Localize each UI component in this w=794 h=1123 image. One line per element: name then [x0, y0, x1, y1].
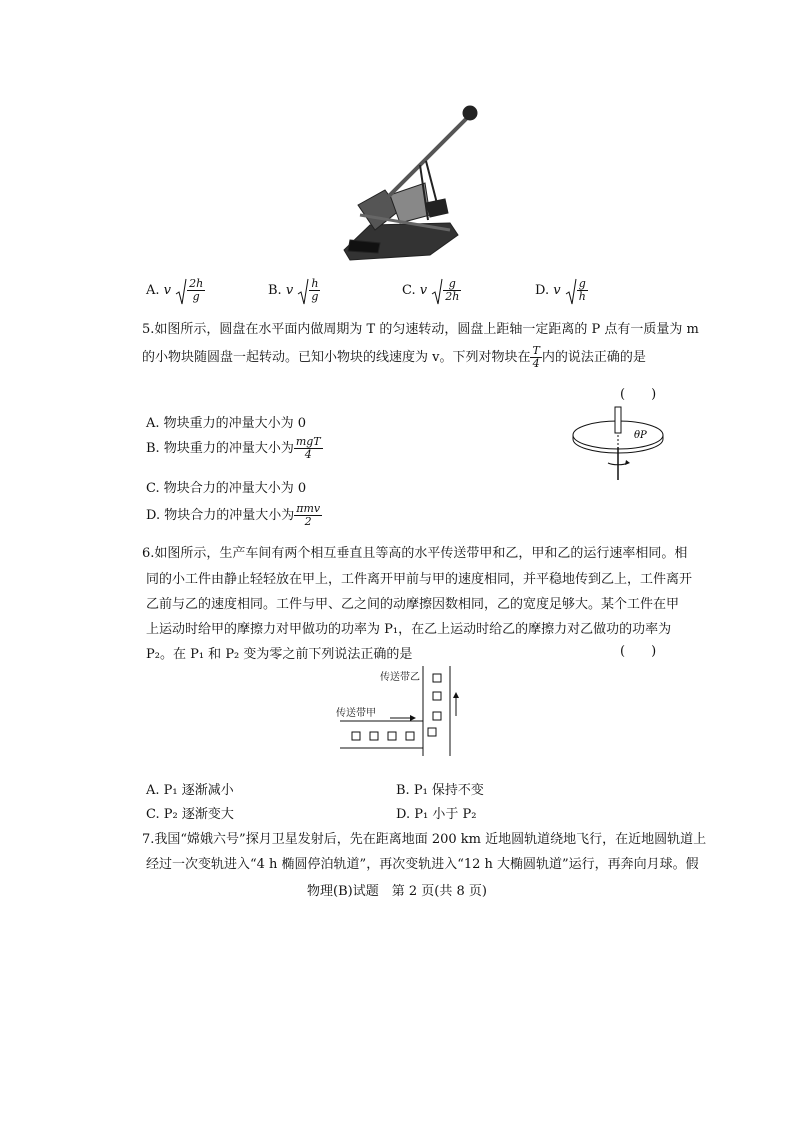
q4-option-d[interactable]: D. v $\frac{g}{h}$ — [535, 277, 586, 303]
conveyor-figure — [330, 666, 470, 762]
sqrt-symbol: $\frac{g}{2h}$ — [431, 278, 461, 303]
q6-answer-bracket[interactable]: ( ) — [620, 644, 657, 659]
q4-option-a[interactable]: A. v $\frac{2h}{g}$ — [146, 277, 204, 303]
q5-stem-line1: 5.如图所示，圆盘在水平面内做周期为 T 的匀速转动，圆盘上距轴一定距离的 P 点有一质量为 m — [142, 322, 699, 337]
q5-option-c[interactable]: C. 物块合力的冲量大小为 0 — [146, 481, 307, 496]
q5-option-d[interactable]: D. 物块合力的冲量大小为 $\frac{\text{πmv}}{2}$ — [146, 502, 321, 528]
q5-answer-bracket[interactable]: ( ) — [620, 387, 657, 402]
q6-stem-line2: 同的小工件由静止轻轻放在甲上，工件离开甲前与甲的速度相同，并平稳地传到乙上，工件离开 — [146, 572, 693, 587]
belt-yi-label: 传送带乙 — [380, 668, 420, 683]
q6-option-d[interactable]: D. P₁ 小于 P₂ — [396, 807, 477, 822]
sqrt-symbol: $\frac{h}{g}$ — [297, 278, 320, 303]
sqrt-symbol: $\frac{2h}{g}$ — [175, 278, 205, 303]
page-footer: 物理(B)试题 第 2 页(共 8 页) — [307, 884, 487, 899]
q6-stem-line5: P₂。在 P₁ 和 P₂ 变为零之前下列说法正确的是 — [146, 647, 413, 662]
rotating-disc-figure — [568, 405, 668, 485]
q6-stem-line1: 6.如图所示，生产车间有两个相互垂直且等高的水平传送带甲和乙，甲和乙的运行速率相同。相 — [142, 546, 688, 561]
q5-option-b[interactable]: B. 物块重力的冲量大小为 $\frac{\text{mgT}}{4}$ — [146, 435, 321, 461]
q6-option-a[interactable]: A. P₁ 逐渐减小 — [146, 783, 234, 798]
q6-stem-line3: 乙前与乙的速度相同。工件与甲、乙之间的动摩擦因数相同，乙的宽度足够大。某个工件在甲 — [146, 597, 680, 612]
belt-jia-label: 传送带甲 — [336, 708, 376, 719]
q4-option-b[interactable]: B. v $\frac{h}{g}$ — [268, 277, 319, 303]
q4-option-c[interactable]: C. v $\frac{g}{2h}$ — [402, 277, 460, 303]
q6-stem-line4: 上运动时给甲的摩擦力对甲做功的功率为 P₁，在乙上运动时给乙的摩擦力对乙做功的功率为 — [146, 622, 672, 637]
sqrt-symbol: $\frac{g}{h}$ — [565, 278, 588, 303]
catapult-illustration — [330, 95, 490, 265]
q7-stem-line1: 7.我国“嫦娥六号”探月卫星发射后，先在距离地面 200 km 近地圆轨道绕地飞行，在近地圆轨道上 — [142, 832, 707, 847]
q5-stem-line2: 的小物块随圆盘一起转动。已知小物块的线速度为 v。下列对物块在 $\frac{T}{4}$ 内的说法正确的是 — [142, 344, 646, 370]
disc-point-label: θP — [634, 430, 647, 441]
q7-stem-line2: 经过一次变轨进入“4 h 椭圆停泊轨道”，再次变轨进入“12 h 大椭圆轨道”运行，再奔向月球。假 — [146, 857, 699, 872]
q5-option-a[interactable]: A. 物块重力的冲量大小为 0 — [146, 416, 307, 431]
q6-option-b[interactable]: B. P₁ 保持不变 — [396, 783, 484, 798]
q6-option-c[interactable]: C. P₂ 逐渐变大 — [146, 807, 234, 822]
